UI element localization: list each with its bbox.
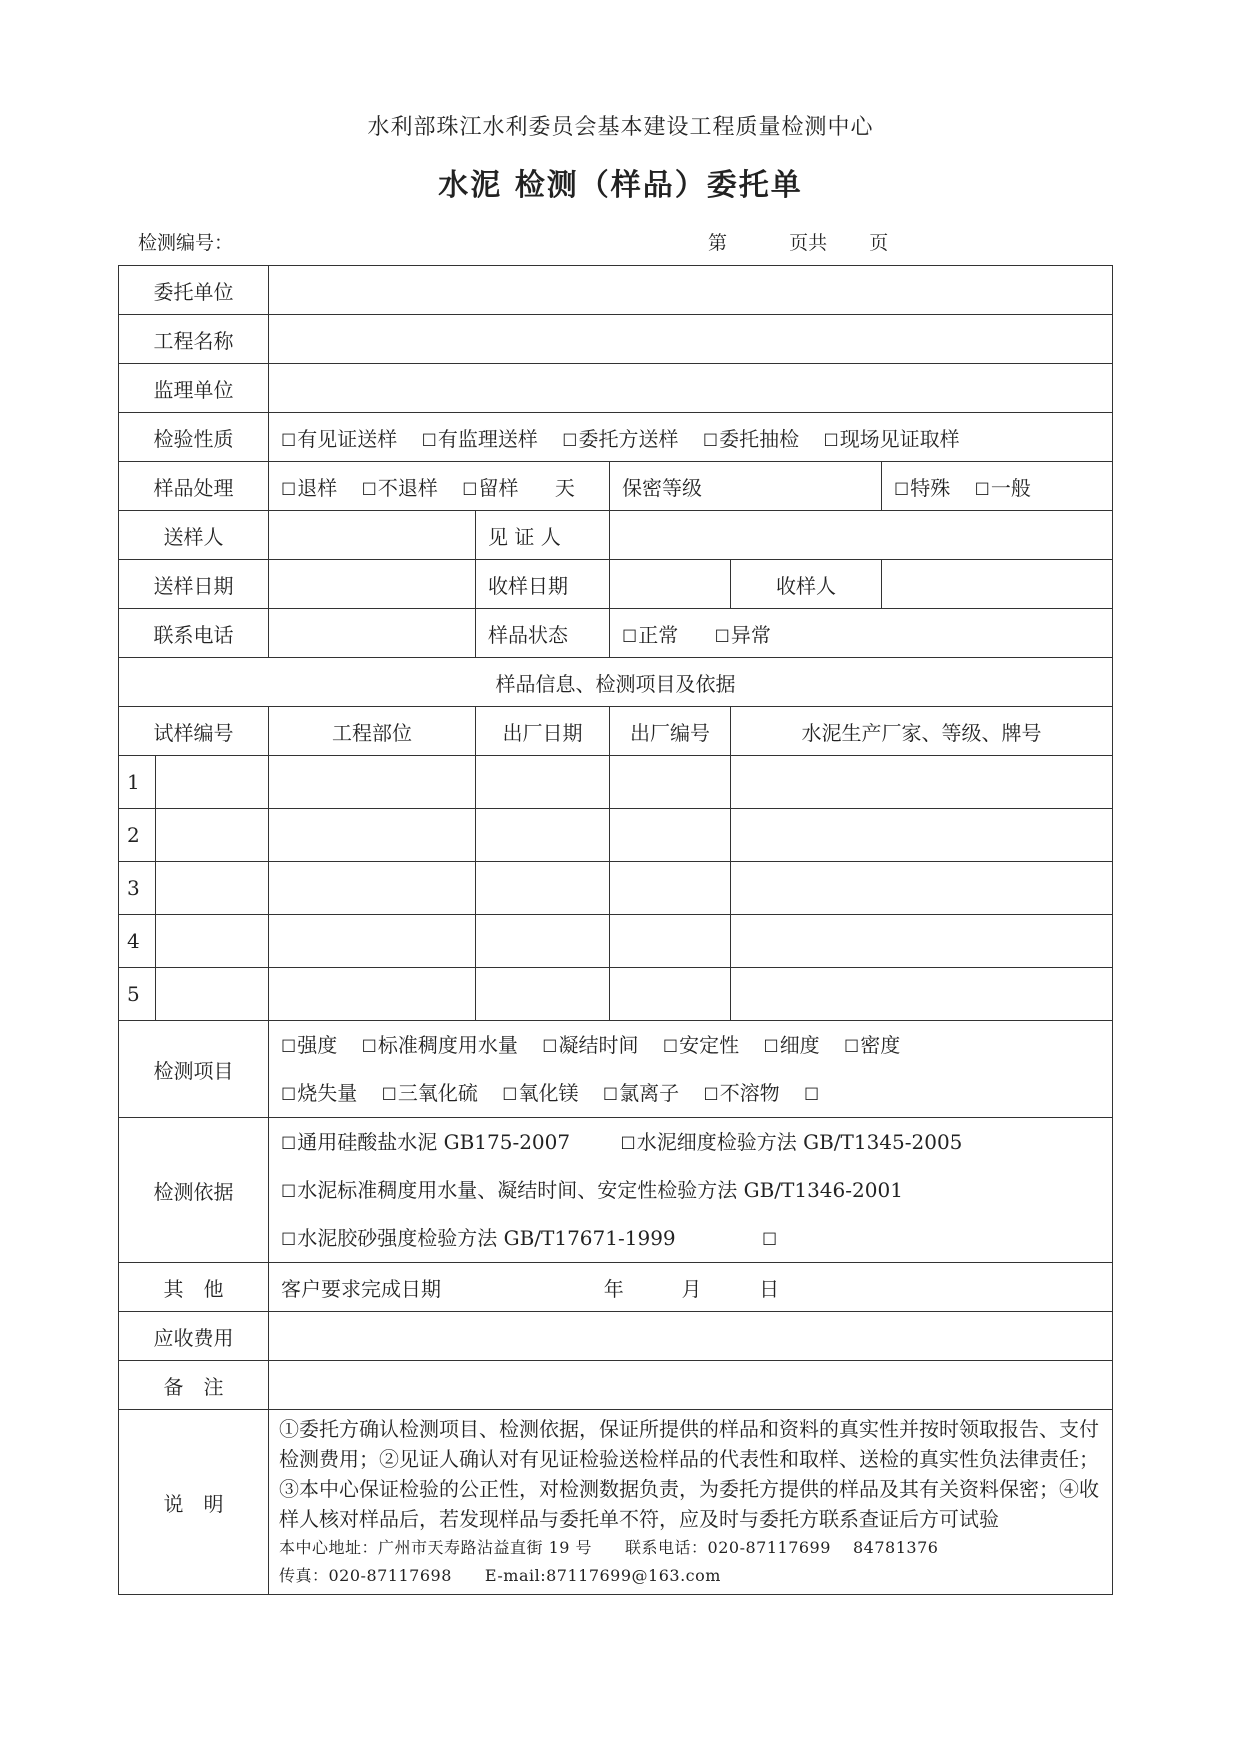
report-number-label: 检测编号：: [138, 232, 234, 254]
handling-option-return[interactable]: ☐退样: [281, 475, 338, 500]
completion-date-field[interactable]: [269, 1263, 1113, 1312]
row-number: 3: [119, 862, 156, 915]
test-item-chloride[interactable]: ☐氯离子: [602, 1081, 680, 1105]
test-item-so3[interactable]: ☐三氧化硫: [381, 1081, 478, 1105]
sample-state-label: 样品状态: [476, 609, 610, 658]
location-cell[interactable]: [269, 862, 476, 915]
factory-date-cell[interactable]: [476, 968, 610, 1021]
nature-option-client-sent[interactable]: ☐委托方送样: [562, 426, 679, 451]
handling-option-keep[interactable]: ☐留样: [462, 475, 519, 500]
col-header-factory-no: 出厂编号: [610, 707, 731, 756]
page-mid: 页共: [789, 232, 828, 254]
secrecy-options: [882, 462, 1113, 511]
sample-section-title: 样品信息、检测项目及依据: [119, 658, 1113, 707]
checkbox-icon: ☐: [421, 430, 437, 451]
table-row: [119, 756, 1113, 809]
checkbox-icon: ☐: [562, 430, 578, 451]
state-option-abnormal[interactable]: ☐异常: [714, 622, 771, 647]
factory-no-cell[interactable]: [610, 968, 731, 1021]
basis-gb1345[interactable]: ☐水泥细度检验方法 GB/T1345-2005: [620, 1130, 963, 1154]
test-item-setting-time[interactable]: ☐凝结时间: [542, 1033, 639, 1057]
sample-no-cell[interactable]: [156, 756, 269, 809]
supervisor-label: 监理单位: [119, 364, 269, 413]
nature-option-supervised[interactable]: ☐有监理送样: [421, 426, 538, 451]
nature-option-onsite[interactable]: ☐现场见证取样: [823, 426, 960, 451]
handling-days: 天: [554, 475, 575, 500]
sender-field[interactable]: [269, 511, 476, 560]
factory-date-cell[interactable]: [476, 862, 610, 915]
notes-text: ①委托方确认检测项目、检测依据，保证所提供的样品和资料的真实性并按时领取报告、支付检测费用；②见证人确认对有见证检验送检样品的代表性和取样、送检的真实性负法律责任；③本中心保证检验的公正性，对检测数据负责，为委托方提供的样品及其有关资料保密；④收样人核对样品后，若发现样品与委托单不符，应及时与委托方联系查证后方可试验: [279, 1417, 1099, 1531]
test-item-insoluble[interactable]: ☐不溶物: [703, 1081, 780, 1105]
table-row: [119, 968, 1113, 1021]
checkbox-icon: ☐: [281, 1230, 297, 1250]
checkbox-icon: ☐: [702, 430, 719, 451]
checkbox-icon: ☐: [804, 1085, 820, 1105]
col-header-location: 工程部位: [269, 707, 476, 756]
receive-date-label: 收样日期: [476, 560, 610, 609]
test-items-label: 检测项目: [119, 1021, 269, 1118]
notes-label: 说 明: [119, 1410, 269, 1595]
factory-no-cell[interactable]: [610, 862, 731, 915]
nature-options: [269, 413, 1113, 462]
test-item-density[interactable]: ☐密度: [844, 1033, 901, 1057]
secrecy-option-special[interactable]: ☐特殊: [894, 475, 951, 500]
checkbox-icon: ☐: [762, 1230, 778, 1250]
state-option-normal[interactable]: ☐正常: [622, 622, 679, 647]
factory-no-cell[interactable]: [610, 915, 731, 968]
row-number: 2: [119, 809, 156, 862]
checkbox-icon: ☐: [281, 430, 297, 451]
checkbox-icon: ☐: [823, 430, 839, 451]
page-counter: [708, 228, 888, 255]
secrecy-option-normal[interactable]: ☐一般: [974, 475, 1031, 500]
basis-gb17671[interactable]: ☐水泥胶砂强度检验方法 GB/T17671-1999: [281, 1226, 676, 1250]
supervisor-field[interactable]: [269, 364, 1113, 413]
fee-label: 应收费用: [119, 1312, 269, 1361]
manufacturer-cell[interactable]: [731, 809, 1113, 862]
factory-date-cell[interactable]: [476, 756, 610, 809]
test-basis-label: 检测依据: [119, 1118, 269, 1263]
basis-gb175[interactable]: ☐通用硅酸盐水泥 GB175-2007: [281, 1130, 571, 1154]
fee-field[interactable]: [269, 1312, 1113, 1361]
table-row: [119, 809, 1113, 862]
checkbox-icon: ☐: [281, 479, 297, 500]
factory-date-cell[interactable]: [476, 915, 610, 968]
nature-label: 检验性质: [119, 413, 269, 462]
receiver-label: 收样人: [731, 560, 882, 609]
test-item-strength[interactable]: ☐强度: [281, 1033, 338, 1057]
send-date-label: 送样日期: [119, 560, 269, 609]
test-item-mgo[interactable]: ☐氧化镁: [502, 1081, 579, 1105]
checkbox-icon: ☐: [662, 1037, 679, 1057]
nature-option-commissioned[interactable]: ☐委托抽检: [702, 426, 800, 451]
manufacturer-cell[interactable]: [731, 968, 1113, 1021]
sample-state-options: [610, 609, 1113, 658]
checkbox-icon: ☐: [502, 1085, 518, 1105]
test-item-fineness[interactable]: ☐细度: [763, 1033, 820, 1057]
col-header-sample-no: 试样编号: [119, 707, 269, 756]
factory-date-cell[interactable]: [476, 809, 610, 862]
completion-date-label: 客户要求完成日期: [281, 1276, 441, 1301]
project-label: 工程名称: [119, 315, 269, 364]
checkbox-icon: ☐: [281, 1085, 297, 1105]
test-items-options: [269, 1021, 1113, 1118]
witness-label: 见 证 人: [476, 511, 610, 560]
factory-no-cell[interactable]: [610, 809, 731, 862]
page-prefix: 第: [708, 232, 728, 254]
receive-date-field[interactable]: [610, 560, 731, 609]
checkbox-icon: ☐: [894, 479, 910, 500]
checkbox-icon: ☐: [462, 479, 478, 500]
remarks-label: 备 注: [119, 1361, 269, 1410]
phone-field[interactable]: [269, 609, 476, 658]
test-item-water-demand[interactable]: ☐标准稠度用水量: [361, 1033, 518, 1057]
checkbox-icon: ☐: [361, 1037, 377, 1057]
manufacturer-cell[interactable]: [731, 756, 1113, 809]
checkbox-icon: ☐: [622, 626, 638, 647]
checkbox-icon: ☐: [763, 1037, 779, 1057]
witness-field[interactable]: [610, 511, 1113, 560]
form-title: 水泥 检测（样品）委托单: [438, 168, 803, 203]
sample-no-cell[interactable]: [156, 862, 269, 915]
sample-no-cell[interactable]: [156, 968, 269, 1021]
table-row: [119, 915, 1113, 968]
checkbox-icon: ☐: [381, 1085, 397, 1105]
project-field[interactable]: [269, 315, 1113, 364]
test-item-other[interactable]: [804, 1081, 820, 1105]
checkbox-icon: ☐: [620, 1134, 636, 1154]
other-label: 其 他: [119, 1263, 269, 1312]
phone-label: 联系电话: [119, 609, 269, 658]
location-cell[interactable]: [269, 968, 476, 1021]
client-label: 委托单位: [119, 266, 269, 315]
center-fax-email: 传真：020-87117698 E-mail:87117699@163.com: [279, 1566, 721, 1585]
basis-other[interactable]: [762, 1226, 778, 1250]
location-cell[interactable]: [269, 809, 476, 862]
center-address: 本中心地址：广州市天寿路沾益直街 19 号 联系电话：020-87117699 84781376: [279, 1538, 939, 1557]
remarks-field[interactable]: [269, 1361, 1113, 1410]
row-number: 5: [119, 968, 156, 1021]
sender-label: 送样人: [119, 511, 269, 560]
notes-content: [269, 1410, 1113, 1595]
sample-no-cell[interactable]: [156, 809, 269, 862]
manufacturer-cell[interactable]: [731, 862, 1113, 915]
basis-gb1346[interactable]: ☐水泥标准稠度用水量、凝结时间、安定性检验方法 GB/T1346-2001: [281, 1178, 903, 1202]
client-field[interactable]: [269, 266, 1113, 315]
secrecy-label: 保密等级: [610, 462, 882, 511]
col-header-factory-date: 出厂日期: [476, 707, 610, 756]
send-date-field[interactable]: [269, 560, 476, 609]
checkbox-icon: ☐: [281, 1182, 297, 1202]
test-basis-options: [269, 1118, 1113, 1263]
row-number: 1: [119, 756, 156, 809]
col-header-manufacturer: 水泥生产厂家、等级、牌号: [731, 707, 1113, 756]
nature-option-witnessed[interactable]: ☐有见证送样: [281, 426, 398, 451]
test-item-loss-on-ignition[interactable]: ☐烧失量: [281, 1081, 358, 1105]
row-number: 4: [119, 915, 156, 968]
checkbox-icon: ☐: [361, 479, 377, 500]
factory-no-cell[interactable]: [610, 756, 731, 809]
checkbox-icon: ☐: [281, 1134, 297, 1154]
checkbox-icon: ☐: [281, 1037, 297, 1057]
page-suffix: 页: [869, 232, 889, 254]
receiver-field[interactable]: [882, 560, 1113, 609]
checkbox-icon: ☐: [714, 626, 730, 647]
handling-option-no-return[interactable]: ☐不退样: [361, 475, 438, 500]
test-item-soundness[interactable]: ☐安定性: [662, 1033, 740, 1057]
checkbox-icon: ☐: [542, 1037, 558, 1057]
completion-year: 年: [603, 1276, 624, 1301]
manufacturer-cell[interactable]: [731, 915, 1113, 968]
location-cell[interactable]: [269, 756, 476, 809]
checkbox-icon: ☐: [844, 1037, 860, 1057]
checkbox-icon: ☐: [974, 479, 990, 500]
completion-month: 月: [681, 1276, 702, 1301]
checkbox-icon: ☐: [602, 1085, 619, 1105]
sample-no-cell[interactable]: [156, 915, 269, 968]
checkbox-icon: ☐: [703, 1085, 719, 1105]
handling-options: [269, 462, 610, 511]
table-row: [119, 862, 1113, 915]
entrustment-form: [118, 265, 1113, 1595]
handling-label: 样品处理: [119, 462, 269, 511]
location-cell[interactable]: [269, 915, 476, 968]
completion-day: 日: [759, 1276, 780, 1301]
organization-name: 水利部珠江水利委员会基本建设工程质量检测中心: [367, 115, 874, 140]
